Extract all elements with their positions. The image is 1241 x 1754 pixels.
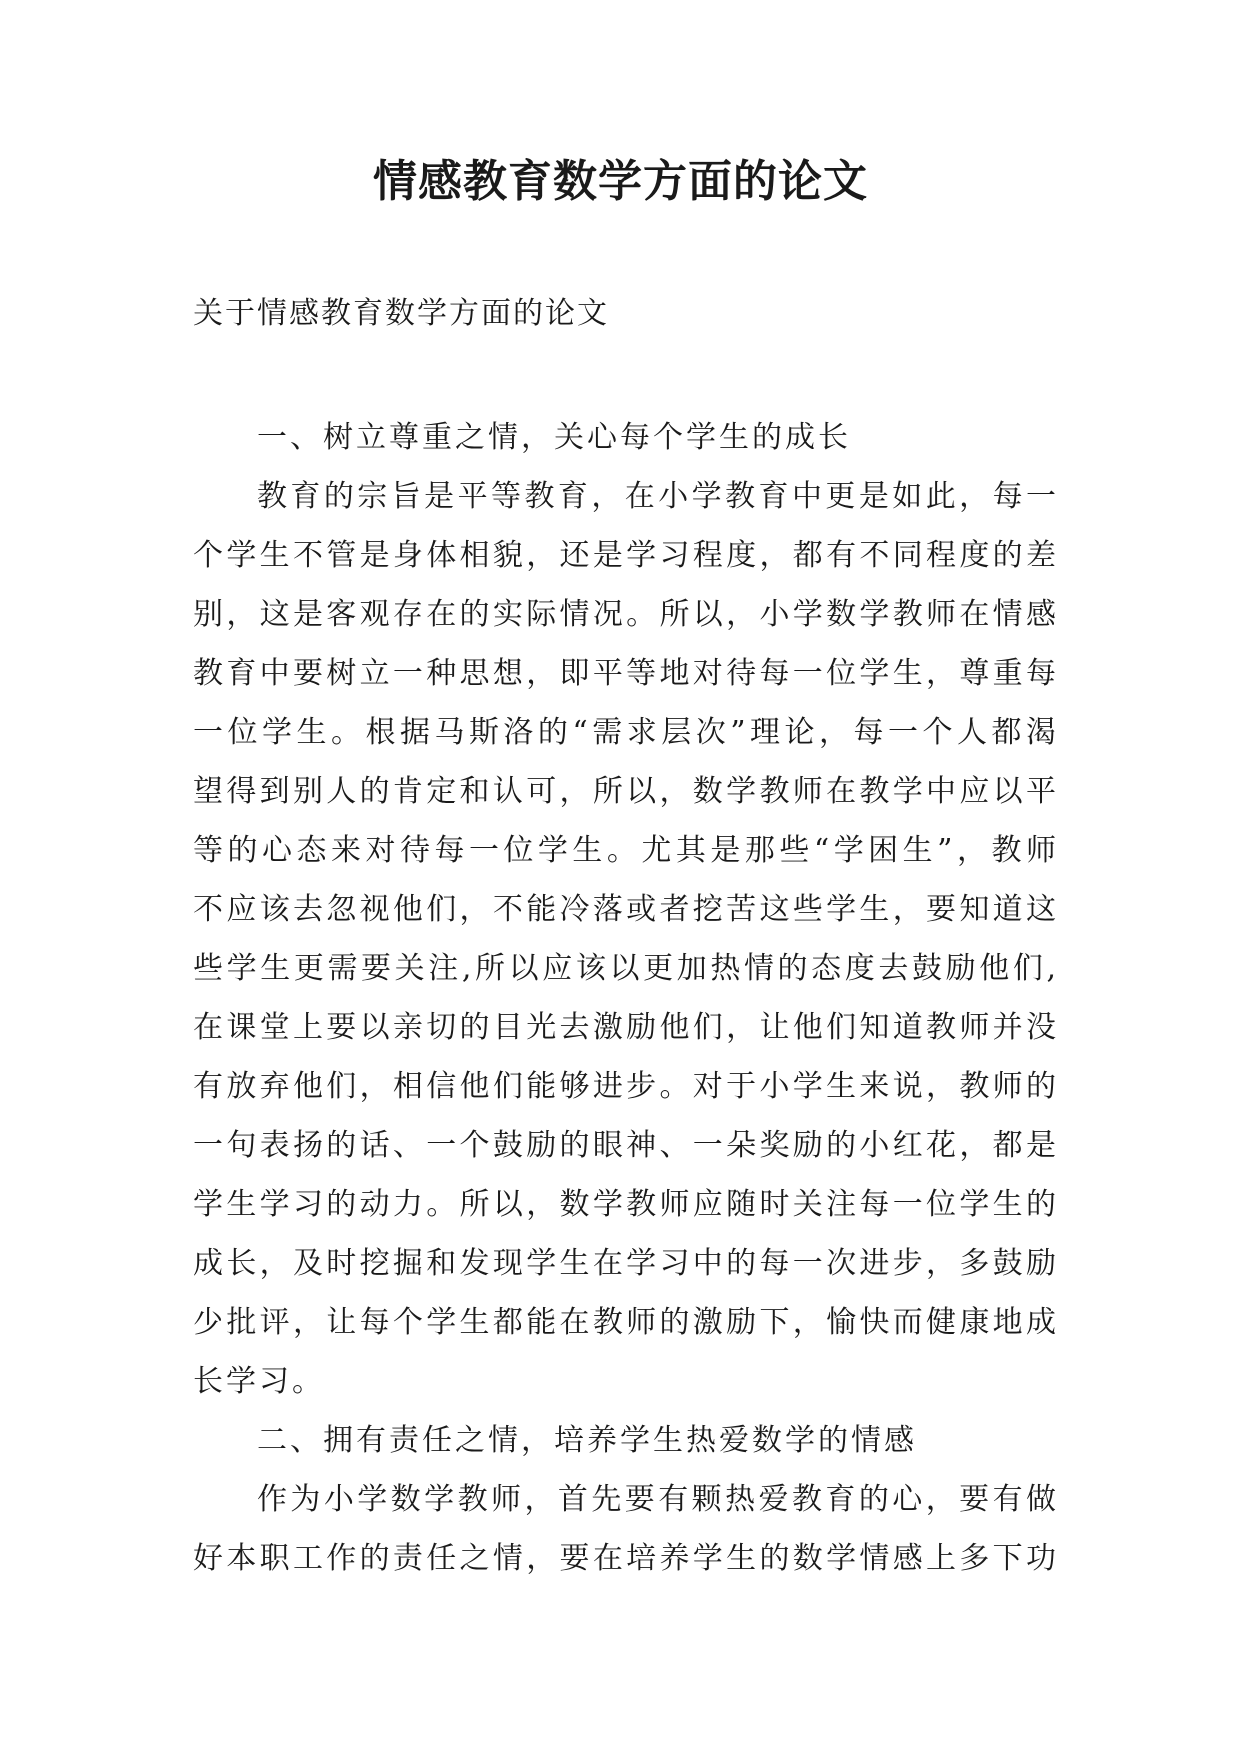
body-line: 好本职工作的责任之情，要在培养学生的数学情感上多下功 [193, 1541, 1056, 1576]
body-line: 作为小学数学教师，首先要有颗热爱教育的心，要有做 [257, 1482, 1056, 1517]
body-line: 教育的宗旨是平等教育，在小学教育中更是如此，每一 [257, 479, 1056, 514]
body-line: 长学习。 [193, 1364, 325, 1399]
body-line: 一位学生。根据马斯洛的“需求层次”理论，每一个人都渴 [193, 715, 1056, 750]
body-line: 不应该去忽视他们，不能冷落或者挖苦这些学生，要知道这 [193, 892, 1056, 927]
body-line: 在课堂上要以亲切的目光去激励他们，让他们知道教师并没 [193, 1010, 1056, 1045]
body-line: 一、树立尊重之情，关心每个学生的成长 [257, 420, 851, 455]
body-line: 别，这是客观存在的实际情况。所以，小学数学教师在情感 [193, 597, 1056, 632]
body-line: 有放弃他们，相信他们能够进步。对于小学生来说，教师的 [193, 1069, 1056, 1104]
document-subtitle: 关于情感教育数学方面的论文 [193, 296, 609, 331]
body-line: 望得到别人的肯定和认可，所以，数学教师在教学中应以平 [193, 774, 1056, 809]
body-line: 些学生更需要关注,所以应该以更加热情的态度去鼓励他们, [193, 951, 1056, 986]
body-line: 成长，及时挖掘和发现学生在学习中的每一次进步，多鼓励 [193, 1246, 1056, 1281]
body-line: 少批评，让每个学生都能在教师的激励下，愉快而健康地成 [193, 1305, 1056, 1340]
body-line: 教育中要树立一种思想，即平等地对待每一位学生，尊重每 [193, 656, 1056, 691]
body-line: 等的心态来对待每一位学生。尤其是那些“学困生”，教师 [193, 833, 1056, 868]
body-line: 学生学习的动力。所以，数学教师应随时关注每一位学生的 [193, 1187, 1056, 1222]
body-line: 一句表扬的话、一个鼓励的眼神、一朵奖励的小红花，都是 [193, 1128, 1056, 1163]
document-body [193, 408, 1056, 1588]
body-line: 二、拥有责任之情，培养学生热爱数学的情感 [257, 1423, 917, 1458]
body-line: 个学生不管是身体相貌，还是学习程度，都有不同程度的差 [193, 538, 1056, 573]
document-title: 情感教育数学方面的论文 [373, 156, 868, 207]
